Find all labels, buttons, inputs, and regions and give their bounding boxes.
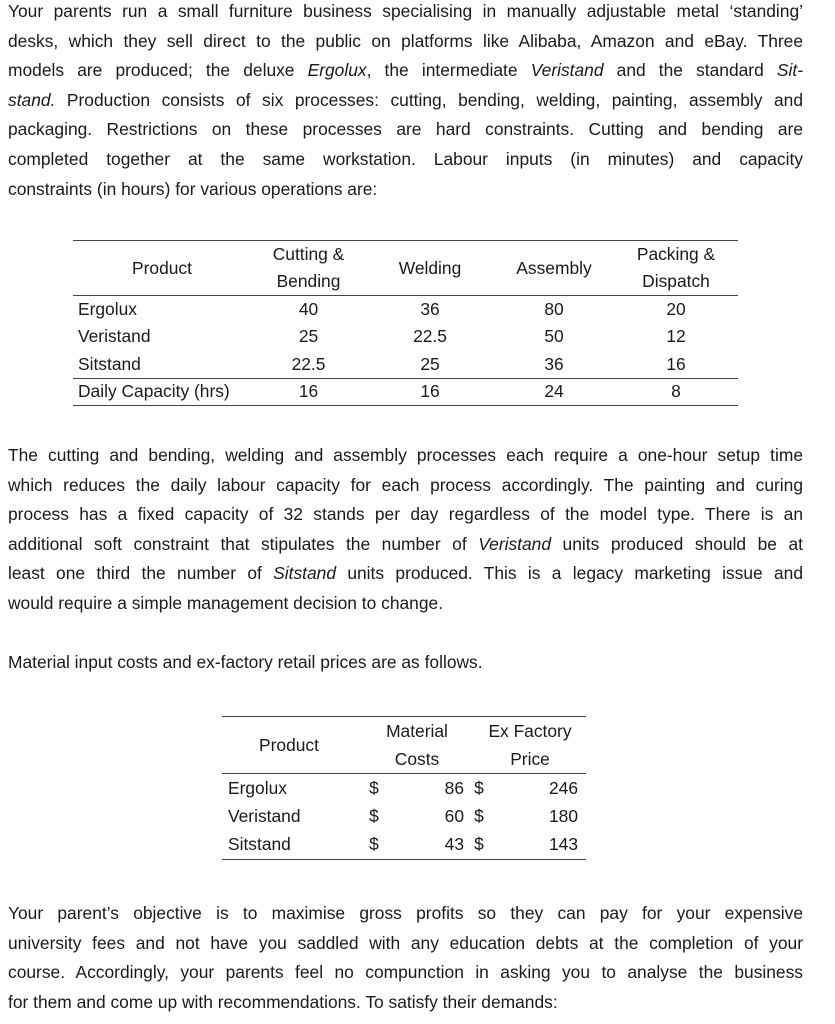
labour-capacity-table	[73, 240, 738, 406]
intro-paragraph	[8, 0, 803, 204]
intro-line: models are produced; the deluxe Ergolux, the intermediate Veristand and the standard Sit-	[8, 60, 803, 81]
cell-cutting: 16	[298, 381, 319, 402]
setup-line: would require a simple management decision to change.	[8, 592, 444, 613]
model-name-sitstand: Sit-	[776, 60, 803, 81]
objective-line: course. Accordingly, your parents feel no compunction in asking you to analyse the business	[8, 962, 803, 983]
header-welding: Welding	[398, 257, 462, 278]
row-product: Sitstand	[78, 353, 141, 374]
currency-symbol: $	[474, 834, 484, 854]
cell-price: 143	[548, 834, 578, 854]
currency-symbol: $	[369, 777, 379, 798]
setup-line: process has a fixed capacity of 32 stands per day regardless of the model type. There is an	[8, 504, 803, 525]
cell-material-cost: 43	[444, 834, 464, 854]
table-row	[222, 802, 586, 831]
cell-welding: 36	[420, 299, 440, 319]
intro-line: Your parents run a small furniture business specialising in manually adjustable metal ‘standing’	[8, 1, 803, 21]
header-product: Product	[259, 735, 319, 755]
table-row	[222, 831, 586, 860]
row-product: Veristand	[228, 805, 301, 826]
setup-line: least one third the number of Sitstand units produced. This is a legacy marketing issue and	[8, 563, 804, 584]
row-capacity-label: Daily Capacity (hrs)	[78, 381, 230, 402]
objective-line: Your parent’s objective is to maximise gross profits so they can pay for your expensive	[8, 903, 803, 923]
setup-line: The cutting and bending, welding and assembly processes each require a one-hour setup time	[8, 445, 803, 465]
row-product: Veristand	[78, 326, 151, 347]
cost-price-table	[222, 716, 586, 860]
intro-line: desks, which they sell direct to the public on platforms like Alibaba, Amazon and eBay. Three	[8, 30, 803, 51]
table-header-row	[222, 717, 586, 774]
currency-symbol: $	[369, 834, 379, 854]
material-intro	[8, 648, 803, 678]
cell-welding: 22.5	[413, 326, 447, 347]
cell-cutting: 25	[298, 326, 319, 347]
cell-assembly: 24	[544, 381, 564, 402]
cell-assembly: 50	[544, 326, 564, 347]
table-row	[222, 774, 586, 803]
intro-line: constraints (in hours) for various operations are:	[8, 178, 378, 199]
cell-material-cost: 60	[444, 805, 464, 826]
currency-symbol: $	[369, 805, 379, 826]
cell-welding: 25	[420, 353, 440, 374]
header-product: Product	[132, 257, 192, 278]
cell-packing: 16	[666, 353, 686, 374]
setup-line: additional soft constraint that stipulates the number of Veristand units produced should be at	[8, 533, 803, 554]
setup-line: which reduces the daily labour capacity for each process accordingly. The painting and curing	[8, 474, 803, 495]
model-name-veristand: Veristand	[530, 60, 604, 81]
cell-welding: 16	[420, 381, 440, 402]
objective-line: for them and come up with recommendations. To satisfy their demands:	[8, 991, 558, 1012]
cell-packing: 20	[666, 299, 686, 319]
material-intro-line: Material input costs and ex-factory retail prices are as follows.	[8, 652, 483, 672]
row-product: Ergolux	[78, 299, 137, 319]
row-product: Sitstand	[228, 834, 291, 854]
cell-price: 246	[548, 777, 578, 798]
table-row	[73, 323, 738, 351]
header-assembly: Assembly	[516, 257, 592, 278]
table-row	[73, 351, 738, 379]
cell-assembly: 36	[544, 353, 564, 374]
currency-symbol: $	[474, 777, 484, 798]
header-cutting-bending: Cutting & Bending	[272, 244, 345, 291]
intro-line: stand. Production consists of six processes: cutting, bending, welding, painting, assembly and	[8, 89, 803, 110]
currency-symbol: $	[474, 805, 484, 826]
cell-cutting: 40	[298, 299, 319, 319]
cell-material-cost: 86	[444, 777, 464, 798]
intro-line: completed together at the same workstation. Labour inputs (in minutes) and capacity	[8, 148, 803, 169]
table-header-row	[73, 241, 738, 296]
setup-paragraph	[8, 441, 803, 619]
header-packing-dispatch: Packing & Dispatch	[636, 244, 716, 291]
cell-packing: 8	[671, 381, 681, 402]
cell-price: 180	[548, 805, 578, 826]
cell-packing: 12	[666, 326, 686, 347]
table-row	[73, 296, 738, 324]
header-ex-factory-price: Ex Factory Price	[488, 721, 572, 769]
intro-line: packaging. Restrictions on these processes are hard constraints. Cutting and bending are	[8, 119, 803, 140]
row-product: Ergolux	[228, 777, 287, 798]
capacity-row	[73, 378, 738, 406]
header-material-costs: Material Costs	[386, 721, 448, 769]
objective-paragraph	[8, 899, 803, 1017]
model-name-ergolux: Ergolux	[307, 60, 367, 81]
objective-line: university fees and not have you saddled with any education debts at the completion of your	[8, 932, 803, 953]
cell-cutting: 22.5	[291, 353, 326, 374]
cell-assembly: 80	[544, 299, 564, 319]
